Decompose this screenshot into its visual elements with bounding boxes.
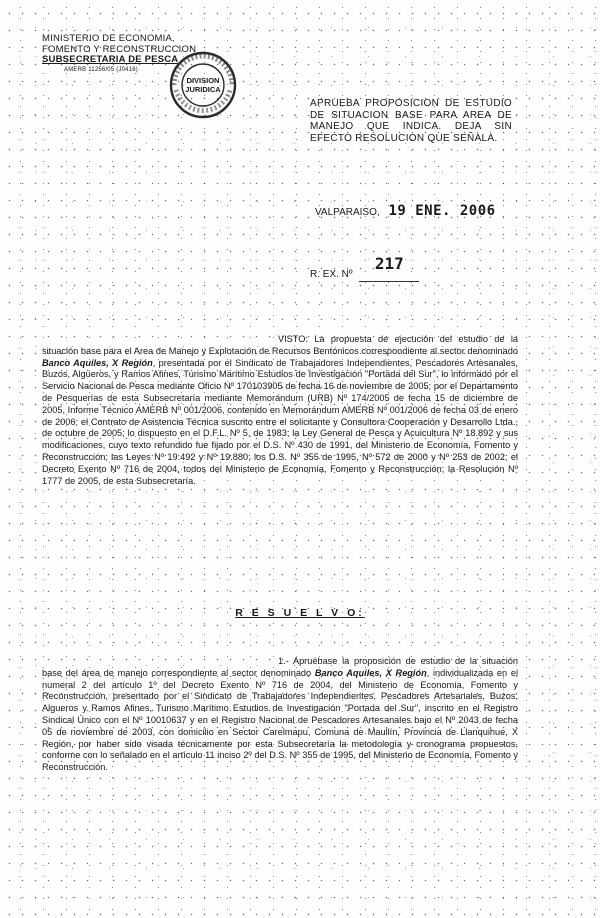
visto-text-1: La propuesta de ejecución del estudio de la situación base para el Area de Manejo y Explotación de Recursos Bentónicos correspondiente al sector denominado [42,334,518,356]
resuelvo-item-number: 1.- [278,656,289,666]
stamp-line-2: JURIDICA [185,85,221,94]
visto-label: VISTO: [278,334,308,344]
resolution-number: 217 [374,254,404,273]
subject-summary: APRUEBA PROPOSICION DE ESTUDIO DE SITUACION BASE PARA AREA DE MANEJO QUE INDICA. DEJA SIN EFECTO RESOLUCION QUE SEÑALA. [310,98,512,144]
ministry-line-2: FOMENTO Y RECONSTRUCCION [42,43,197,55]
resuelvo-paragraph [42,656,518,774]
date-value: 19 ENE. 2006 [388,203,496,219]
ministry-line-1: MINISTERIO DE ECONOMIA, [42,33,175,44]
ministry-line-3: SUBSECRETARIA DE PESCA [42,54,179,65]
visto-paragraph [42,334,518,487]
resolution-label: R. EX. Nº [310,269,353,280]
visto-text-2: , presentada por el Sindicato de Trabajadores Independientes, Pescadores Artesanales, Buzos, Algueros, y Ramos Afines, Turismo Marítimo Estudios de Investigación "Portada del Sur", lo informado por el Servicio Nacional de Pesca mediante Oficio Nº 170103905 de fecha 16 de noviembre de 2005; por el Departamento de Pesquerías de esta Subsecretaría mediante Memorándum (URB) Nº 174/2005 de fecha 15 de diciembre de 2005, Informe Técnico AMERB Nº 001/2006, contenido en Memorándum AMERB Nº 001/2006 de fecha 03 de enero de 2006; el Contrato de Asistencia Técnica suscrito entre el solicitante y Consultora Cooperación y Desarrollo Ltda., de octubre de 2005; lo dispuesto en el D.F.L. Nº 5, de 1983; la Ley General de Pesca y Acuicultura Nº 18.892 y sus modificaciones, cuyo texto refundido fue fijado por el D.S. Nº 430 de 1991, del Ministerio de Economía, Fomento y Reconstrucción; las Leyes Nº 19.492 y Nº 19.880; los D.S. Nº 355 de 1995, Nº 572 de 2000 y Nº 253 de 2002; el Decreto Exento Nº 716 de 2004, todos del Ministerio de Economía, Fomento y Reconstrucción; la Resolución Nº 1777 de 2005, de esta Subsecretaría. [42,357,518,486]
resolution-number-field [359,254,419,282]
resuelvo-heading: R E S U E L V O: [235,607,365,619]
resolution-number-line [310,254,419,282]
reference-code: AMERB 11256/05 (J0416) [64,66,138,73]
visto-sector-name: Banco Aquiles, X Región [42,357,153,368]
date-line [315,203,496,219]
resuelvo-text-1: Apruébase la proposición de estudio de la situación base del área de manejo correspondiente al sector denominado [42,656,518,678]
resuelvo-text-2: , individualizada en el numeral 2 del artículo 1º del Decreto Exento Nº 716 de 2004, del Ministerio de Economía, Fomento y Reconstrucción, presentado por el Sindicato de Trabajadores Independientes, Pescadores Artesanales, Buzos, Algueros y Ramos Afines, Turismo Marítimo Estudios de Investigación "Portada del Sur", inscrito en el Registro Sindical Único con el Nº 10010637 y en el Registro Nacional de Pescadores Artesanales bajo el Nº 2043 de fecha 05 de noviembre de 2003, con domicilio en Sector Carelmapu, Comuna de Maullín, Provincia de Llanquihue, X Región, por haber sido visada técnicamente por esta Subsecretaría la metodología y cronograma propuestos, conforme con lo señalado en el artículo 11 inciso 2º del D.S. Nº 355 de 1995, del Ministerio de Economía, Fomento y Reconstrucción. [42,667,518,773]
stamp-seal [168,50,238,120]
stamp-line-1: DIVISION [186,76,220,85]
resuelvo-sector-name: Banco Aquiles, X Región [314,667,427,678]
date-place: VALPARAISO, [315,207,380,218]
division-juridica-stamp [168,50,238,120]
